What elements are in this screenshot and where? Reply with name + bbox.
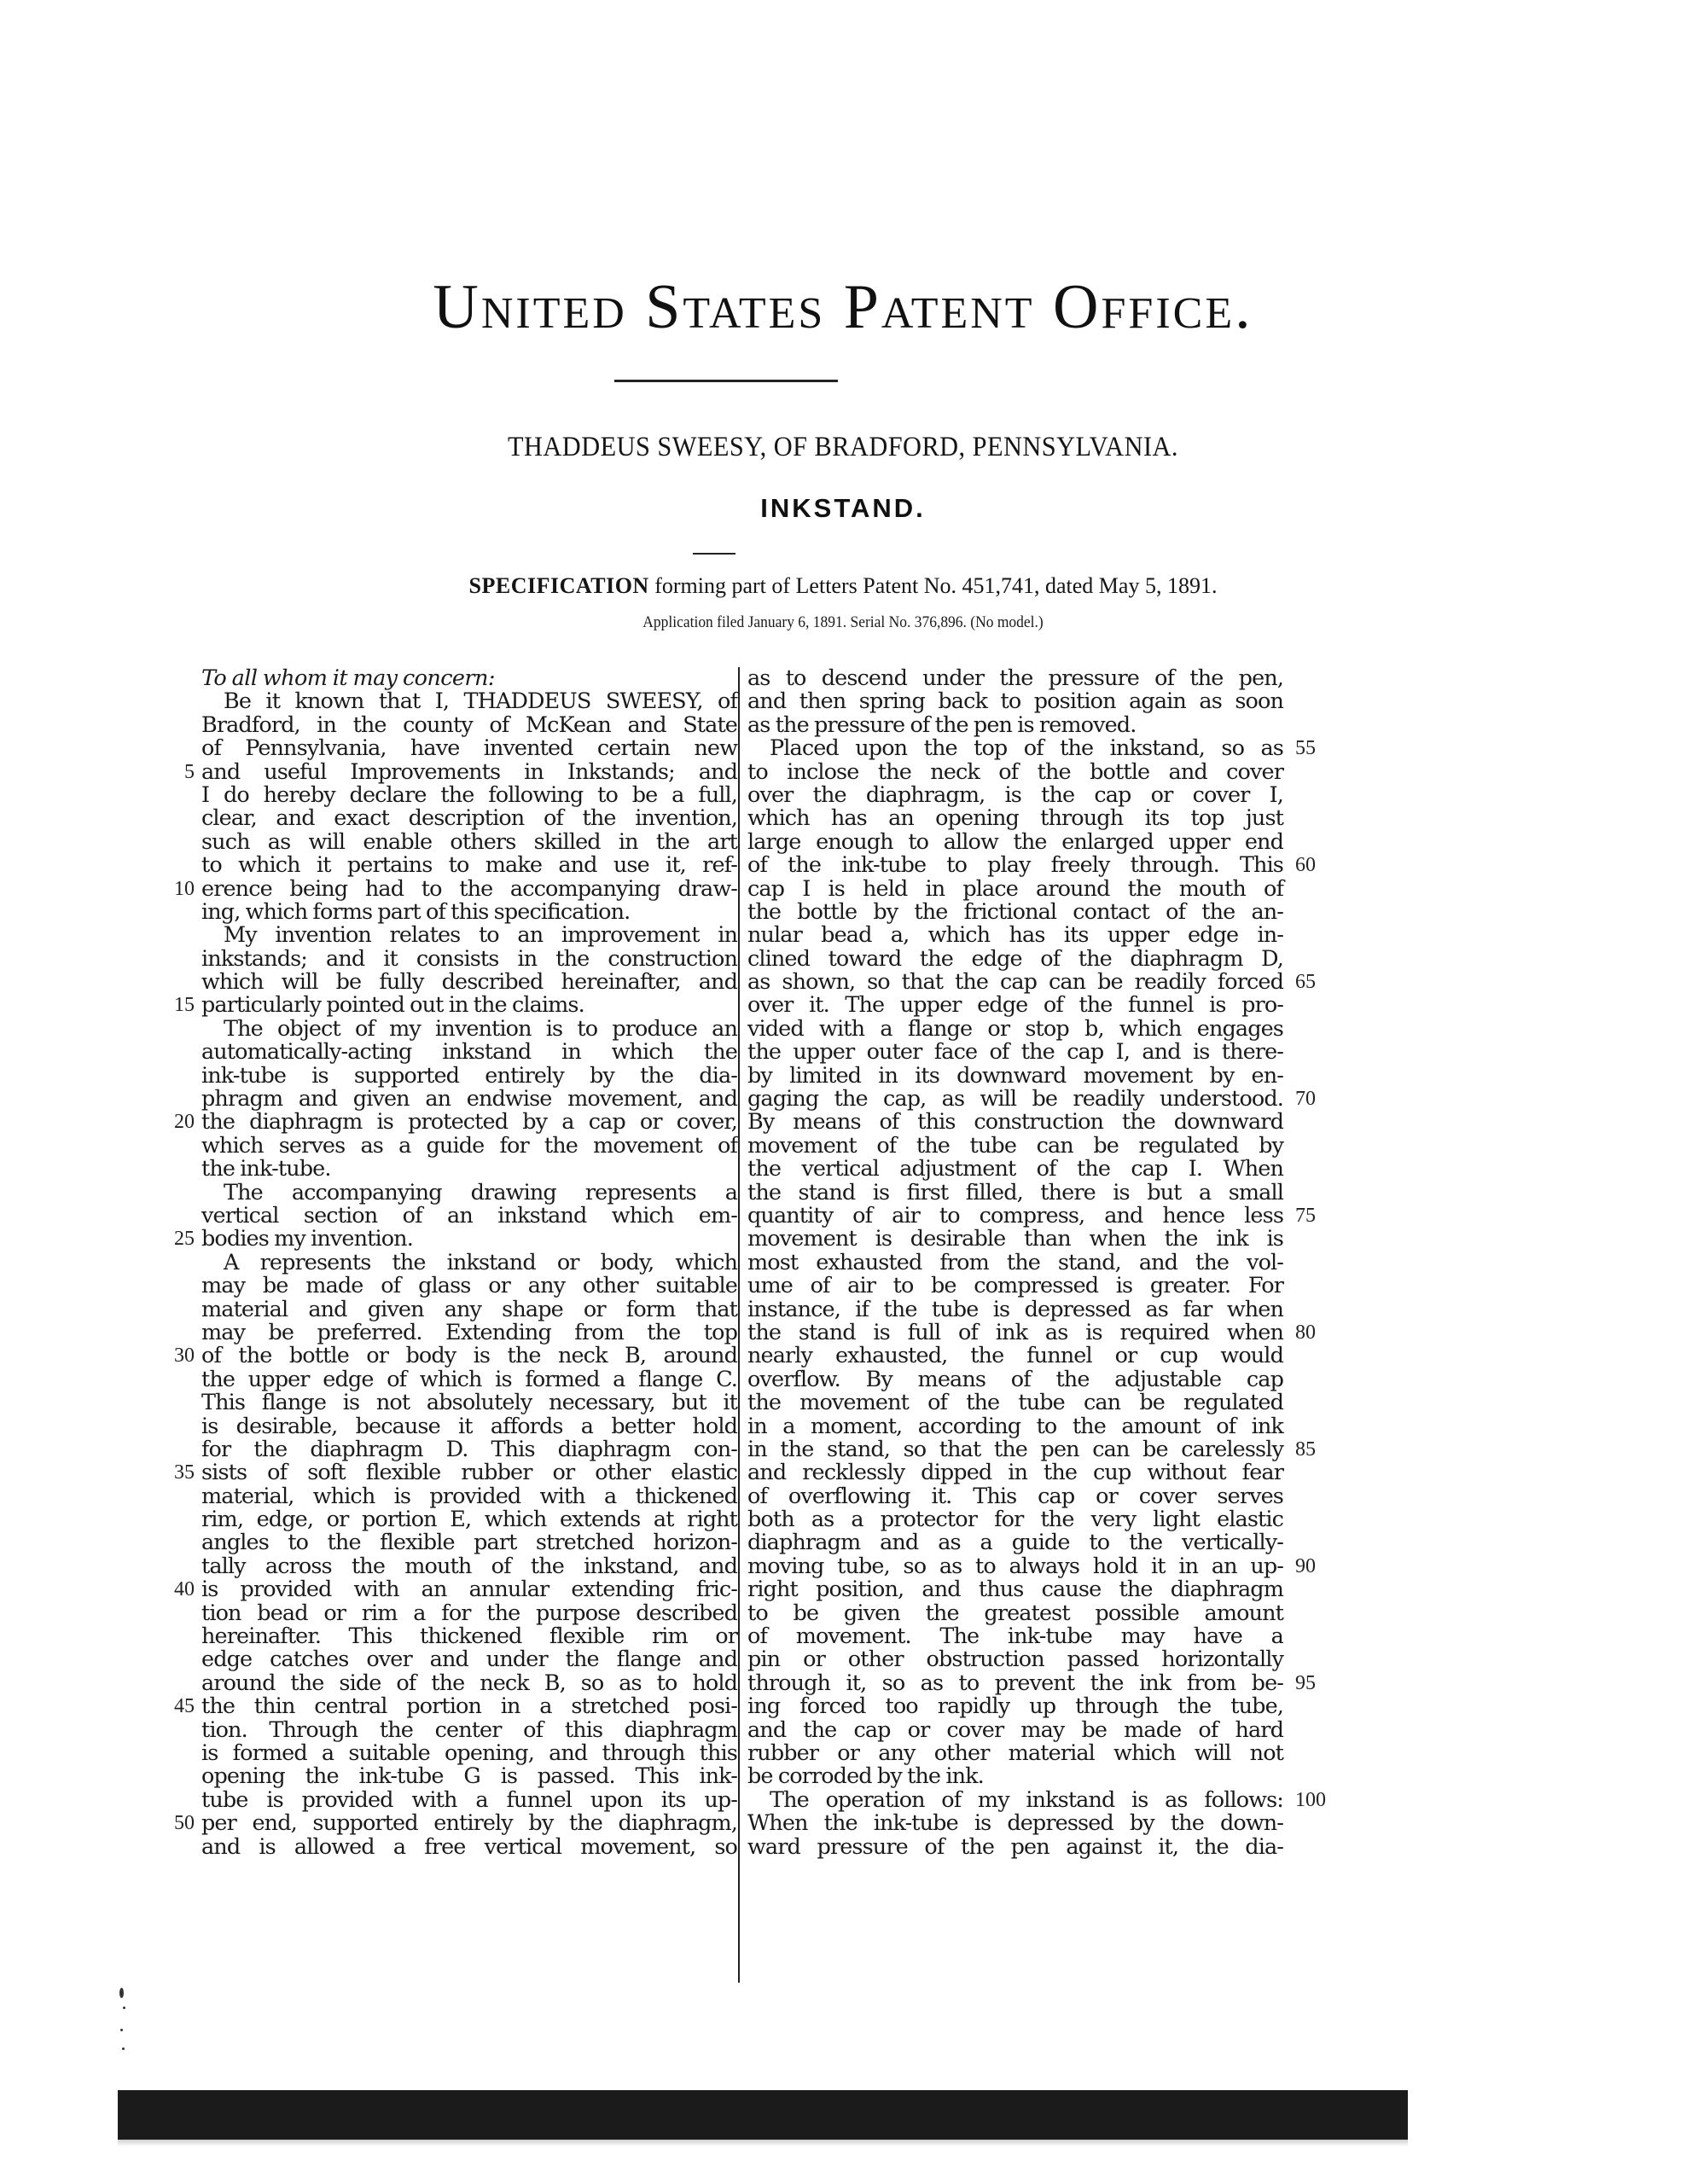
line-text: is formed a suitable opening, and through this bbox=[201, 1740, 737, 1766]
line-text: may be preferred. Extending from the top bbox=[201, 1319, 737, 1345]
line-text: Placed upon the top of the inkstand, so as bbox=[770, 735, 1283, 762]
line-number: 40 bbox=[174, 1578, 195, 1601]
line-text: rubber or any other material which will not bbox=[747, 1740, 1283, 1766]
line-text: of Pennsylvania, have invented certain new bbox=[201, 735, 737, 762]
line-text: instance, if the tube is depressed as far when bbox=[747, 1296, 1283, 1322]
text-line bbox=[747, 1812, 1283, 1835]
text-line bbox=[201, 1438, 737, 1461]
line-text: the stand is first filled, there is but a small bbox=[747, 1179, 1283, 1205]
text-line bbox=[747, 1368, 1283, 1391]
text-line bbox=[201, 1249, 737, 1275]
text-line bbox=[747, 828, 1283, 855]
line-text: as the pressure of the pen is removed. bbox=[747, 712, 1137, 738]
text-line bbox=[747, 1578, 1283, 1601]
line-text: Bradford, in the county of McKean and State bbox=[201, 712, 737, 738]
line-text: quantity of air to compress, and hence less bbox=[747, 1202, 1283, 1228]
line-text: around the side of the neck B, so as to hold bbox=[201, 1670, 737, 1696]
line-text: per end, supported entirely by the diaphragm, bbox=[201, 1810, 737, 1837]
right-column bbox=[747, 665, 1326, 1860]
text-line bbox=[174, 1109, 737, 1136]
line-text: automatically-acting inkstand in which the bbox=[201, 1039, 737, 1066]
line-text: as shown, so that the cap can be readily forced bbox=[747, 969, 1283, 996]
line-text: the movement of the tube can be regulated bbox=[747, 1390, 1283, 1416]
text-line bbox=[747, 1275, 1283, 1298]
text-line bbox=[747, 1086, 1316, 1112]
line-text: The accompanying drawing represents a bbox=[224, 1179, 737, 1205]
line-number: 15 bbox=[174, 994, 195, 1017]
line-text: most exhausted from the stand, and the vol- bbox=[747, 1249, 1283, 1275]
specification-line bbox=[0, 573, 1686, 599]
line-number: 45 bbox=[174, 1695, 195, 1718]
text-line bbox=[201, 1298, 737, 1321]
text-line bbox=[201, 1765, 737, 1788]
text-line bbox=[174, 1226, 737, 1252]
text-line bbox=[747, 1062, 1283, 1089]
line-number: 30 bbox=[174, 1345, 195, 1368]
text-line bbox=[201, 1391, 737, 1414]
text-line bbox=[747, 1041, 1283, 1064]
application-line: Application filed January 6, 1891. Serial No. 376,896. (No model.) bbox=[642, 613, 1044, 631]
text-line bbox=[201, 1202, 737, 1228]
text-line bbox=[201, 1368, 737, 1391]
line-text: is provided with an annular extending fric- bbox=[201, 1577, 737, 1603]
text-line bbox=[201, 1015, 737, 1042]
line-text: gaging the cap, as will be readily understood. bbox=[747, 1086, 1283, 1112]
line-text: over the diaphragm, is the cap or cover I, bbox=[747, 781, 1283, 808]
text-line bbox=[201, 1275, 737, 1298]
text-line bbox=[201, 737, 737, 760]
line-text: cap I is held in place around the mouth of bbox=[747, 875, 1283, 902]
line-number: 95 bbox=[1295, 1671, 1316, 1694]
inventor-line: THADDEUS SWEESY, OF BRADFORD, PENNSYLVANIA. bbox=[508, 432, 1178, 462]
text-line bbox=[747, 924, 1283, 947]
text-line bbox=[747, 945, 1283, 972]
line-text: as to descend under the pressure of the pen, bbox=[747, 665, 1283, 691]
line-text: and recklessly dipped in the cup without fear bbox=[747, 1460, 1283, 1486]
text-line bbox=[174, 1343, 737, 1369]
text-line bbox=[174, 1693, 737, 1720]
scan-border-bar bbox=[118, 2090, 1408, 2140]
text-line bbox=[747, 1716, 1283, 1743]
text-line bbox=[747, 994, 1283, 1017]
line-text: vided with a flange or stop b, which engages bbox=[747, 1015, 1283, 1042]
line-text: both as a protector for the very light elastic bbox=[747, 1507, 1283, 1533]
text-line bbox=[201, 1088, 737, 1111]
line-text: and is allowed a free vertical movement, so bbox=[201, 1833, 737, 1860]
text-line bbox=[747, 898, 1283, 925]
line-text: pin or other obstruction passed horizontally bbox=[747, 1647, 1283, 1673]
text-line bbox=[747, 1625, 1283, 1648]
text-line bbox=[747, 1319, 1316, 1345]
text-line bbox=[747, 852, 1316, 879]
line-number: 35 bbox=[174, 1461, 195, 1484]
text-line bbox=[747, 781, 1283, 808]
text-line bbox=[201, 1625, 737, 1648]
line-text: clear, and exact description of the invention, bbox=[201, 805, 737, 832]
line-text: ing forced too rapidly up through the tube, bbox=[747, 1693, 1283, 1720]
line-text: ing, which forms part of this specification. bbox=[201, 898, 631, 925]
text-line bbox=[201, 898, 737, 925]
text-line bbox=[747, 1602, 1283, 1625]
line-text: tion. Through the center of this diaphragm bbox=[201, 1716, 737, 1743]
line-number: 65 bbox=[1295, 971, 1316, 994]
line-text: for the diaphragm D. This diaphragm con- bbox=[201, 1436, 737, 1462]
line-text: the thin central portion in a stretched posi- bbox=[201, 1693, 737, 1720]
line-text: sists of soft flexible rubber or other elastic bbox=[201, 1460, 737, 1486]
left-column bbox=[174, 665, 737, 1860]
line-text: tally across the mouth of the inkstand, and bbox=[201, 1553, 737, 1579]
line-number: 85 bbox=[1295, 1438, 1316, 1461]
line-text: clined toward the edge of the diaphragm D, bbox=[747, 945, 1283, 972]
line-text: which has an opening through its top just bbox=[747, 805, 1283, 832]
text-line bbox=[201, 1485, 737, 1508]
line-text: erence being had to the accompanying draw- bbox=[201, 875, 737, 902]
text-line bbox=[201, 690, 737, 713]
line-text: the vertical adjustment of the cap I. When bbox=[747, 1156, 1283, 1182]
section-divider bbox=[693, 553, 735, 555]
line-number: 5 bbox=[184, 760, 195, 783]
line-text: diaphragm and as a guide to the vertically- bbox=[747, 1530, 1283, 1556]
text-line bbox=[174, 1810, 737, 1837]
line-text: material and given any shape or form that bbox=[201, 1296, 737, 1322]
line-number: 55 bbox=[1295, 737, 1316, 760]
text-line bbox=[747, 1228, 1283, 1251]
text-line bbox=[201, 1672, 737, 1695]
line-text: of overflowing it. This cap or cover serves bbox=[747, 1483, 1283, 1509]
text-line bbox=[201, 1786, 737, 1813]
line-text: movement of the tube can be regulated by bbox=[747, 1132, 1283, 1159]
line-text: This flange is not absolutely necessary, but it bbox=[201, 1390, 737, 1416]
line-text: the bottle by the frictional contact of the an- bbox=[747, 898, 1283, 925]
line-number: 60 bbox=[1295, 854, 1316, 877]
text-line bbox=[201, 1555, 737, 1578]
text-line bbox=[201, 1179, 737, 1205]
text-line bbox=[747, 1179, 1283, 1205]
line-number: 20 bbox=[174, 1111, 195, 1134]
text-line bbox=[747, 1742, 1283, 1765]
text-line bbox=[747, 1158, 1283, 1181]
line-text: the upper edge of which is formed a flange C. bbox=[201, 1366, 737, 1392]
line-number: 25 bbox=[174, 1228, 195, 1251]
text-line bbox=[747, 1508, 1283, 1531]
text-line bbox=[747, 1015, 1283, 1042]
line-text: bodies my invention. bbox=[201, 1226, 413, 1252]
line-text: to be given the greatest possible amount bbox=[747, 1600, 1283, 1626]
text-line bbox=[201, 971, 737, 994]
line-text: vertical section of an inkstand which em- bbox=[201, 1202, 737, 1228]
office-title: United States Patent Office. bbox=[433, 272, 1253, 342]
line-text: of the bottle or body is the neck B, around bbox=[201, 1343, 737, 1369]
text-line bbox=[201, 854, 737, 877]
title-divider bbox=[614, 380, 838, 382]
line-text: The operation of my inkstand is as follows: bbox=[770, 1786, 1283, 1813]
text-line bbox=[201, 1716, 737, 1743]
line-text: and then spring back to position again as soon bbox=[747, 688, 1283, 715]
scan-marks bbox=[119, 1988, 128, 2056]
line-text: When the ink-tube is depressed by the down- bbox=[747, 1810, 1283, 1837]
line-text: which will be fully described hereinafter, and bbox=[201, 969, 737, 996]
text-line bbox=[201, 1041, 737, 1064]
text-line bbox=[747, 690, 1283, 713]
specification-label: SPECIFICATION bbox=[468, 573, 649, 598]
line-text: by limited in its downward movement by en- bbox=[747, 1062, 1283, 1089]
text-line bbox=[201, 1531, 737, 1554]
text-line bbox=[747, 1345, 1283, 1368]
text-line bbox=[747, 1786, 1326, 1813]
text-line bbox=[201, 1132, 737, 1159]
text-line bbox=[201, 807, 737, 830]
text-line bbox=[747, 735, 1316, 762]
line-text: movement is desirable than when the ink is bbox=[747, 1226, 1283, 1252]
text-line bbox=[747, 1531, 1283, 1554]
line-text: of the ink-tube to play freely through. This bbox=[747, 852, 1283, 879]
text-line bbox=[201, 667, 737, 690]
text-line bbox=[747, 1485, 1283, 1508]
text-line bbox=[174, 1460, 737, 1486]
line-number: 75 bbox=[1295, 1204, 1316, 1227]
column-rule bbox=[738, 667, 740, 1983]
line-text: ward pressure of the pen against it, the dia- bbox=[747, 1833, 1283, 1860]
line-text: in a moment, according to the amount of ink bbox=[747, 1413, 1283, 1439]
line-text: such as will enable others skilled in the art bbox=[201, 828, 737, 855]
text-line bbox=[174, 992, 737, 1019]
line-text: which serves as a guide for the movement of bbox=[201, 1132, 737, 1159]
line-number: 80 bbox=[1295, 1321, 1316, 1344]
text-line bbox=[747, 969, 1316, 996]
line-text: overflow. By means of the adjustable cap bbox=[747, 1366, 1283, 1392]
line-text: inkstands; and it consists in the construction bbox=[201, 945, 737, 972]
line-number: 50 bbox=[174, 1812, 195, 1835]
line-text: The object of my invention is to produce an bbox=[224, 1015, 737, 1042]
line-text: to inclose the neck of the bottle and cover bbox=[747, 758, 1283, 785]
line-text: of movement. The ink-tube may have a bbox=[747, 1623, 1283, 1650]
text-line bbox=[747, 1833, 1283, 1860]
text-line bbox=[201, 1742, 737, 1765]
text-line bbox=[747, 1415, 1283, 1438]
text-line bbox=[174, 1577, 737, 1603]
line-text: particularly pointed out in the claims. bbox=[201, 992, 584, 1019]
text-line bbox=[747, 1670, 1316, 1696]
line-number: 100 bbox=[1295, 1788, 1326, 1811]
line-text: By means of this construction the downward bbox=[747, 1109, 1283, 1136]
text-line bbox=[747, 1765, 1283, 1788]
line-text: right position, and thus cause the diaphragm bbox=[747, 1577, 1283, 1603]
line-text: edge catches over and under the flange and bbox=[201, 1647, 737, 1673]
line-text: ume of air to be compressed is greater. For bbox=[747, 1273, 1283, 1299]
salutation: To all whom it may concern: bbox=[201, 665, 495, 691]
line-text: hereinafter. This thickened flexible rim or bbox=[201, 1623, 737, 1650]
text-line bbox=[201, 1602, 737, 1625]
line-text: rim, edge, or portion E, which extends at right bbox=[201, 1507, 737, 1533]
line-number: 70 bbox=[1295, 1088, 1316, 1111]
text-line bbox=[174, 875, 737, 902]
line-text: through it, so as to prevent the ink from be- bbox=[747, 1670, 1283, 1696]
line-text: nearly exhausted, the funnel or cup would bbox=[747, 1343, 1283, 1369]
text-line bbox=[201, 1062, 737, 1089]
line-text: A represents the inkstand or body, which bbox=[224, 1249, 737, 1275]
line-text: I do hereby declare the following to be a full, bbox=[201, 781, 737, 808]
text-line bbox=[201, 1648, 737, 1671]
text-line bbox=[201, 945, 737, 972]
text-line bbox=[747, 1553, 1316, 1579]
line-text: tube is provided with a funnel upon its up- bbox=[201, 1786, 737, 1813]
text-line bbox=[747, 1461, 1283, 1484]
line-text: in the stand, so that the pen can be carelessly bbox=[747, 1436, 1283, 1462]
text-line bbox=[747, 1111, 1283, 1134]
line-text: and the cap or cover may be made of hard bbox=[747, 1716, 1283, 1743]
line-number: 10 bbox=[174, 877, 195, 900]
text-line bbox=[201, 781, 737, 808]
line-text: the ink-tube. bbox=[201, 1156, 331, 1182]
line-text: large enough to allow the enlarged upper end bbox=[747, 828, 1283, 855]
text-line bbox=[201, 1833, 737, 1860]
text-line bbox=[747, 1298, 1283, 1321]
text-line bbox=[184, 758, 737, 785]
text-line bbox=[201, 828, 737, 855]
line-text: the diaphragm is protected by a cap or cover, bbox=[201, 1109, 737, 1136]
text-line bbox=[201, 1158, 737, 1181]
line-text: the stand is full of ink as is required when bbox=[747, 1319, 1283, 1345]
text-line bbox=[747, 1391, 1283, 1414]
line-text: angles to the flexible part stretched horizon- bbox=[201, 1530, 737, 1556]
text-line bbox=[201, 714, 737, 737]
text-line bbox=[747, 1202, 1316, 1228]
line-text: is desirable, because it affords a better hold bbox=[201, 1413, 737, 1439]
text-line bbox=[201, 1508, 737, 1531]
text-line bbox=[747, 1436, 1316, 1462]
line-text: tion bead or rim a for the purpose described bbox=[201, 1600, 737, 1626]
line-text: may be made of glass or any other suitable bbox=[201, 1273, 737, 1299]
text-line bbox=[747, 758, 1283, 785]
specification-text: forming part of Letters Patent No. 451,741, dated May 5, 1891. bbox=[648, 573, 1218, 598]
text-line bbox=[747, 714, 1283, 737]
line-text: material, which is provided with a thickened bbox=[201, 1483, 737, 1509]
line-text: and useful Improvements in Inkstands; and bbox=[201, 758, 737, 785]
text-line bbox=[747, 1695, 1283, 1718]
text-line bbox=[201, 1321, 737, 1345]
line-text: the upper outer face of the cap I, and is there- bbox=[747, 1039, 1283, 1066]
line-text: moving tube, so as to always hold it in an up- bbox=[747, 1553, 1283, 1579]
line-text: ink-tube is supported entirely by the dia- bbox=[201, 1062, 737, 1089]
text-line bbox=[747, 667, 1283, 690]
line-text: opening the ink-tube G is passed. This ink- bbox=[201, 1763, 737, 1790]
text-line bbox=[747, 807, 1283, 830]
line-text: nular bead a, which has its upper edge in- bbox=[747, 922, 1283, 949]
text-line bbox=[747, 1249, 1283, 1275]
line-text: to which it pertains to make and use it, ref- bbox=[201, 852, 737, 879]
line-text: be corroded by the ink. bbox=[747, 1763, 984, 1790]
text-line bbox=[747, 1132, 1283, 1159]
line-text: phragm and given an endwise movement, and bbox=[201, 1086, 737, 1112]
line-text: Be it known that I, THADDEUS SWEESY, of bbox=[224, 688, 737, 715]
text-line bbox=[747, 1648, 1283, 1671]
line-number: 90 bbox=[1295, 1554, 1316, 1577]
text-line bbox=[747, 875, 1283, 902]
line-text: My invention relates to an improvement in bbox=[224, 922, 737, 949]
text-line bbox=[201, 924, 737, 947]
line-text: over it. The upper edge of the funnel is pro- bbox=[747, 992, 1283, 1019]
text-line bbox=[201, 1415, 737, 1438]
invention-title: INKSTAND. bbox=[760, 493, 926, 523]
